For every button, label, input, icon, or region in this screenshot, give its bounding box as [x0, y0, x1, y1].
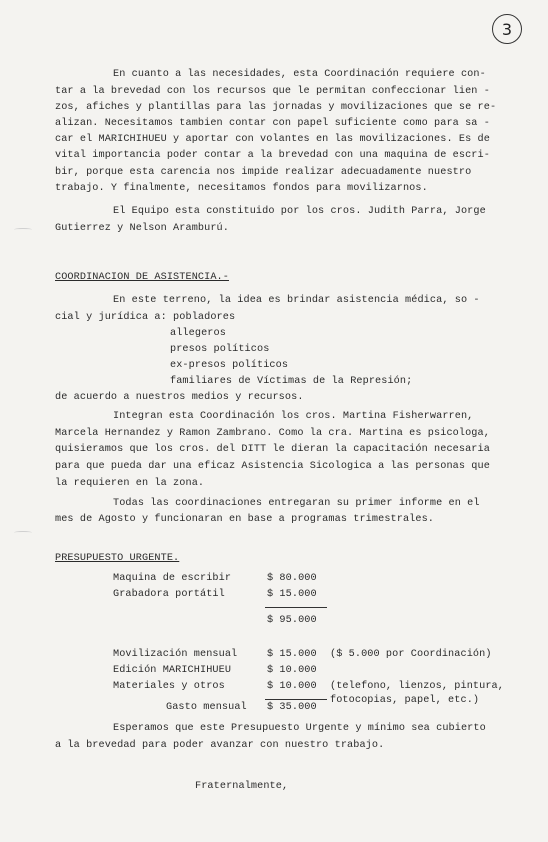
paragraph-line: la requieren en la zona.: [55, 478, 205, 489]
paragraph-line: mes de Agosto y funcionaran en base a programas trimestrales.: [55, 514, 435, 525]
paragraph-line: Integran esta Coordinación los cros. Martina Fisherwarren,: [113, 411, 474, 422]
paragraph-line: alizan. Necesitamos tambien contar con papel suficiente como para sa -: [55, 118, 490, 129]
budget-item: Maquina de escribir: [113, 573, 232, 584]
list-item: familiares de Víctimas de la Represión;: [170, 376, 413, 387]
budget-note: (telefono, lienzos, pintura,: [330, 681, 504, 692]
gasto-label: Gasto mensual: [166, 702, 247, 713]
budget-item: Grabadora portátil: [113, 589, 225, 600]
paragraph-line: zos, afiches y plantillas para las jornadas y movilizaciones que se re-: [55, 102, 497, 113]
sum-rule: [265, 699, 327, 700]
paragraph-line: Esperamos que este Presupuesto Urgente y mínimo sea cubierto: [113, 723, 486, 734]
section-heading: COORDINACION DE ASISTENCIA.-: [55, 272, 229, 283]
paragraph-line: vital importancia poder contar a la brevedad con una maquina de escri-: [55, 150, 490, 161]
punch-hole-mark: [14, 228, 32, 231]
budget-item: Materiales y otros: [113, 681, 225, 692]
section-heading: PRESUPUESTO URGENTE.: [55, 553, 180, 564]
punch-hole-mark: [14, 531, 32, 534]
paragraph-line: cial y jurídica a: pobladores: [55, 312, 236, 323]
list-item: presos políticos: [170, 344, 270, 355]
paragraph-line: quisieramos que los cros. del DITT le dieran la capacitación necesaria: [55, 444, 490, 455]
paragraph-line: para que pueda dar una eficaz Asistencia Sicologica a las personas que: [55, 461, 490, 472]
budget-amount: $ 80.000: [267, 573, 317, 584]
budget-amount: $ 15.000: [267, 589, 317, 600]
budget-amount: $ 10.000: [267, 665, 317, 676]
paragraph-line: bir, porque esta carencia nos impide realizar adecuadamente nuestro: [55, 167, 472, 178]
gasto-amount: $ 35.000: [267, 702, 317, 713]
budget-item: Edición MARICHIHUEU: [113, 665, 232, 676]
sum-rule: [265, 607, 327, 608]
list-item: allegeros: [170, 328, 226, 339]
paragraph-line: Gutierrez y Nelson Aramburú.: [55, 223, 229, 234]
list-item: ex-presos políticos: [170, 360, 289, 371]
budget-note: ($ 5.000 por Coordinación): [330, 649, 492, 660]
paragraph-line: Marcela Hernandez y Ramon Zambrano. Como la cra. Martina es psicologa,: [55, 428, 490, 439]
page-number: 3: [492, 14, 522, 44]
paragraph-line: En este terreno, la idea es brindar asistencia médica, so -: [113, 295, 480, 306]
closing: Fraternalmente,: [195, 781, 289, 792]
budget-amount: $ 10.000: [267, 681, 317, 692]
paragraph-line: car el MARICHIHUEU y aportar con volantes en las movilizaciones. Es de: [55, 134, 490, 145]
budget-item: Movilización mensual: [113, 649, 238, 660]
budget-amount: $ 15.000: [267, 649, 317, 660]
paragraph-line: a la brevedad para poder avanzar con nuestro trabajo.: [55, 740, 385, 751]
paragraph-line: Todas las coordinaciones entregaran su primer informe en el: [113, 498, 480, 509]
paragraph-line: El Equipo esta constituido por los cros. Judith Parra, Jorge: [113, 206, 486, 217]
paragraph-line: tar a la brevedad con los recursos que le permitan confeccionar lien -: [55, 86, 490, 97]
subtotal-amount: $ 95.000: [267, 615, 317, 626]
budget-note: fotocopias, papel, etc.): [330, 695, 480, 706]
paragraph-line: trabajo. Y finalmente, necesitamos fondos para movilizarnos.: [55, 183, 428, 194]
paragraph-line: En cuanto a las necesidades, esta Coordinación requiere con-: [113, 69, 486, 80]
paragraph-line: de acuerdo a nuestros medios y recursos.: [55, 392, 304, 403]
